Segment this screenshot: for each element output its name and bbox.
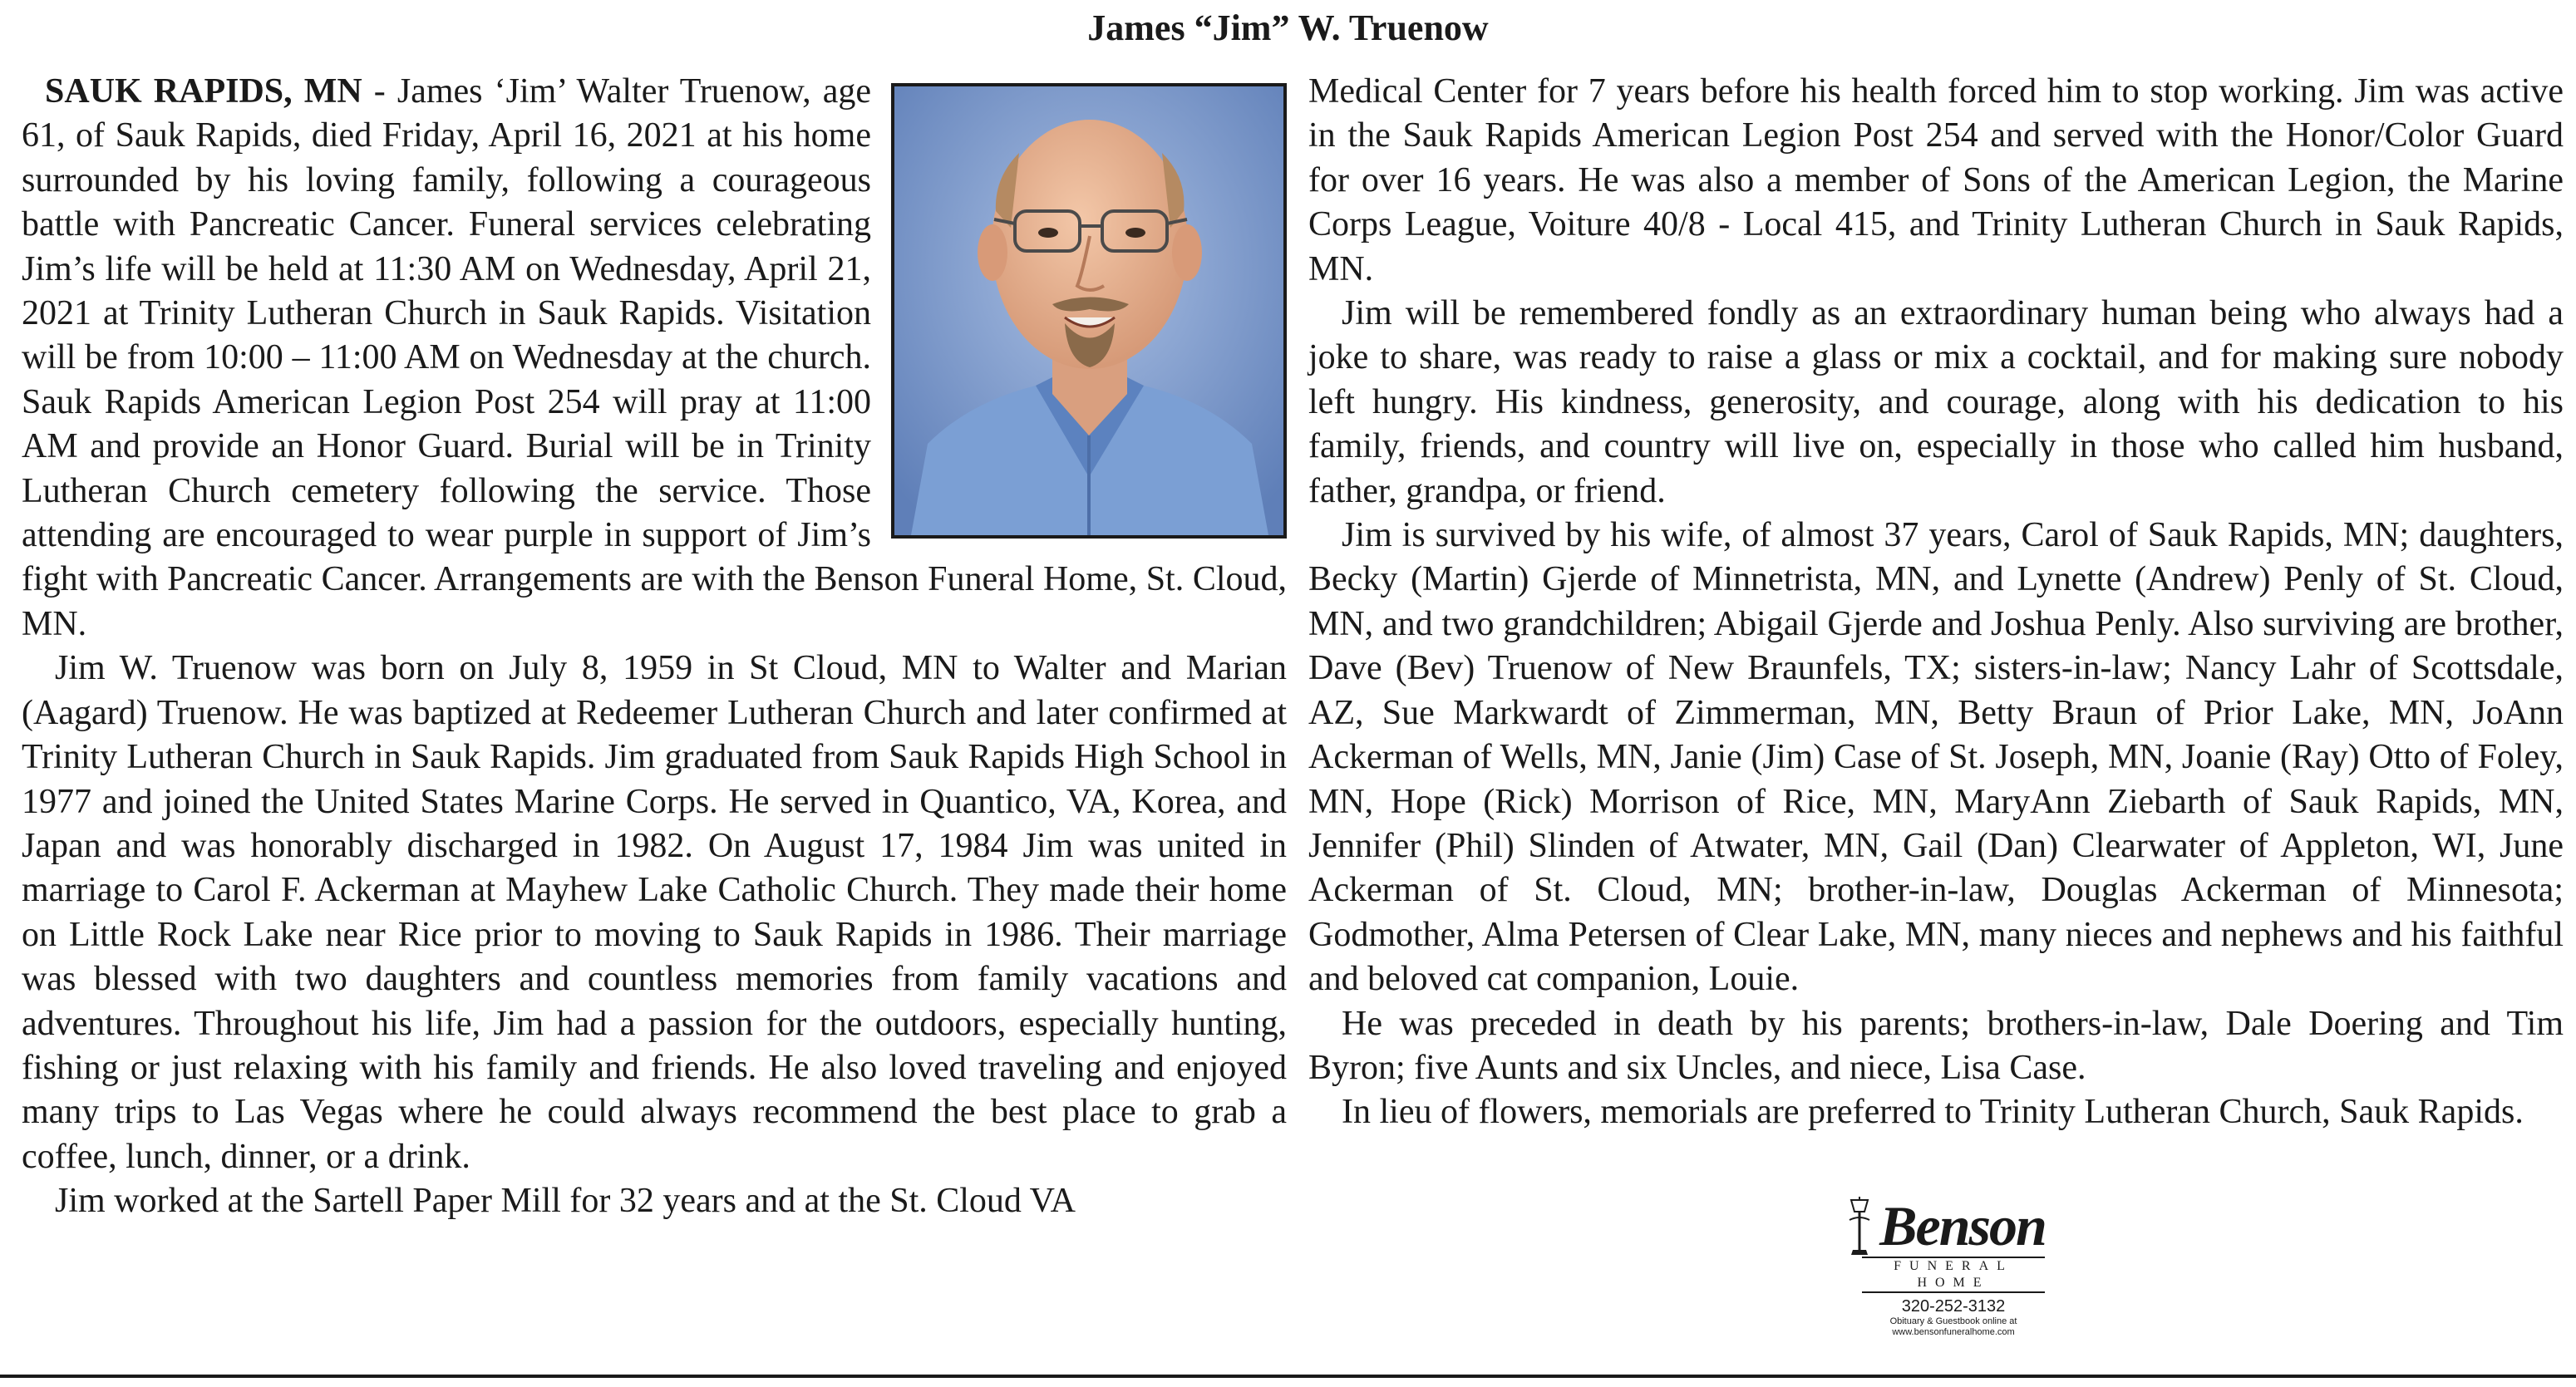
logo-subtitle: FUNERAL HOME [1862,1257,2045,1293]
logo-phone: 320-252-3132 [1901,1297,2006,1316]
logo-mark [1829,1194,2061,1257]
portrait-photo [891,83,1287,539]
dateline: SAUK RAPIDS, MN [45,72,362,111]
paragraph-2: Jim W. Truenow was born on July 8, 1959 in St Cloud, MN to Walter and Marian (Aagard) Truenow. He was baptized at Redeemer Lutheran Church and later confirmed at Trinity Lutheran Church in Sauk Rapids. Jim graduated from Sauk Rapids High School in 1977 and joined the United States Marine Corps. He served in Quantico, VA, Korea, and Japan and was honorably discharged in 1982. On August 17, 1984 Jim was united in marriage to Carol F. Ackerman at Mayhew Lake Catholic Church. They made their home on Little Rock Lake near Rice prior to moving to Sauk Rapids in 1986. Their marriage was blessed with two daughters and countless memories from family vacations and adventures. Throughout his life, Jim had a passion for the outdoors, especially hunting, fishing or just relaxing with his family and friends. He also loved traveling and enjoyed many trips to Las Vegas where he could always recommend the best place to grab a coffee, lunch, dinner, or a drink. [22,649,1287,1176]
paragraph-4: Jim will be remembered fondly as an extraordinary human being who always had a joke to share, was ready to raise a glass or mix a cocktail, and for making sure nobody left hungry. His kindness, generosity, and courage, along with his dedication to his family, friends, and country will live on, especially in those who called him husband, father, grandpa, or friend. [1308,294,2564,510]
paragraph-7: In lieu of flowers, memorials are preferred to Trinity Lutheran Church, Sauk Rapids. [1342,1093,2524,1132]
left-column [22,70,1287,1224]
lamp-post-icon [1845,1197,1874,1255]
obituary-title: James “Jim” W. Truenow [1087,7,1489,48]
logo-line-2: www.bensonfuneralhome.com [1892,1327,2015,1337]
paragraph-1-text: - James ‘Jim’ Walter Truenow, age 61, of Sauk Rapids, died Friday, April 16, 2021 at his home surrounded by his loving family, following a courageous battle with Pancreatic Cancer. Funeral services celebrating Jim’s life will be held at 11:30 AM on Wednesday, April 21, 2021 at Trinity Lutheran Church in Sauk Rapids. Visitation will be from 10:00 – 11:00 AM on Wednesday at the church. Sauk Rapids American Legion Post 254 will pray at 11:00 AM and provide an Honor Guard. Burial will be in Trinity Lutheran Church cemetery following the service. Those attending are encouraged to wear purple in support of Jim’s fight with Pancreatic Cancer. Arrangements are with the Benson Funeral Home, St. Cloud, MN. [22,72,1287,643]
logo-line-1: Obituary & Guestbook online at [1889,1316,2017,1326]
funeral-home-logo [1829,1194,2061,1338]
right-column [1308,70,2564,1135]
logo-name: Benson [1879,1194,2046,1257]
paragraph-3-start: Jim worked at the Sartell Paper Mill for 32 years and at the St. Cloud VA [55,1182,1076,1221]
paragraph-3-continued: Medical Center for 7 years before his health forced him to stop working. Jim was active in the Sauk Rapids American Legion Post 254 and served with the Honor/Color Guard for over 16 years. He was also a member of Sons of the American Legion, the Marine Corps League, Voiture 40/8 - Local 415, and Trinity Lutheran Church in Sauk Rapids, MN. [1308,72,2564,288]
bottom-rule [0,1375,2576,1378]
paragraph-6: He was preceded in death by his parents; brothers-in-law, Dale Doering and Tim Byron; five Aunts and six Uncles, and niece, Lisa Case. [1308,1004,2564,1087]
portrait-image [894,86,1283,535]
paragraph-5: Jim is survived by his wife, of almost 37 years, Carol of Sauk Rapids, MN; daughters, Becky (Martin) Gjerde of Minnetrista, MN, and Lynette (Andrew) Penly of St. Cloud, MN, and two grandchildren; Abigail Gjerde and Joshua Penly. Also surviving are brother, Dave (Bev) Truenow of New Braunfels, TX; sisters-in-law; Nancy Lahr of Scottsdale, AZ, Sue Markwardt of Zimmerman, MN, Betty Braun of Prior Lake, MN, JoAnn Ackerman of Wells, MN, Janie (Jim) Case of St. Joseph, MN, Joanie (Ray) Otto of Foley, MN, Hope (Rick) Morrison of Rice, MN, MaryAnn Ziebarth of Sauk Rapids, MN, Jennifer (Phil) Slinden of Atwater, MN, Gail (Dan) Clearwater of Appleton, WI, June Ackerman of St. Cloud, MN; brother-in-law, Douglas Ackerman of Minnesota; Godmother, Alma Petersen of Clear Lake, MN, many nieces and nephews and his faithful and beloved cat companion, Louie. [1308,516,2564,999]
